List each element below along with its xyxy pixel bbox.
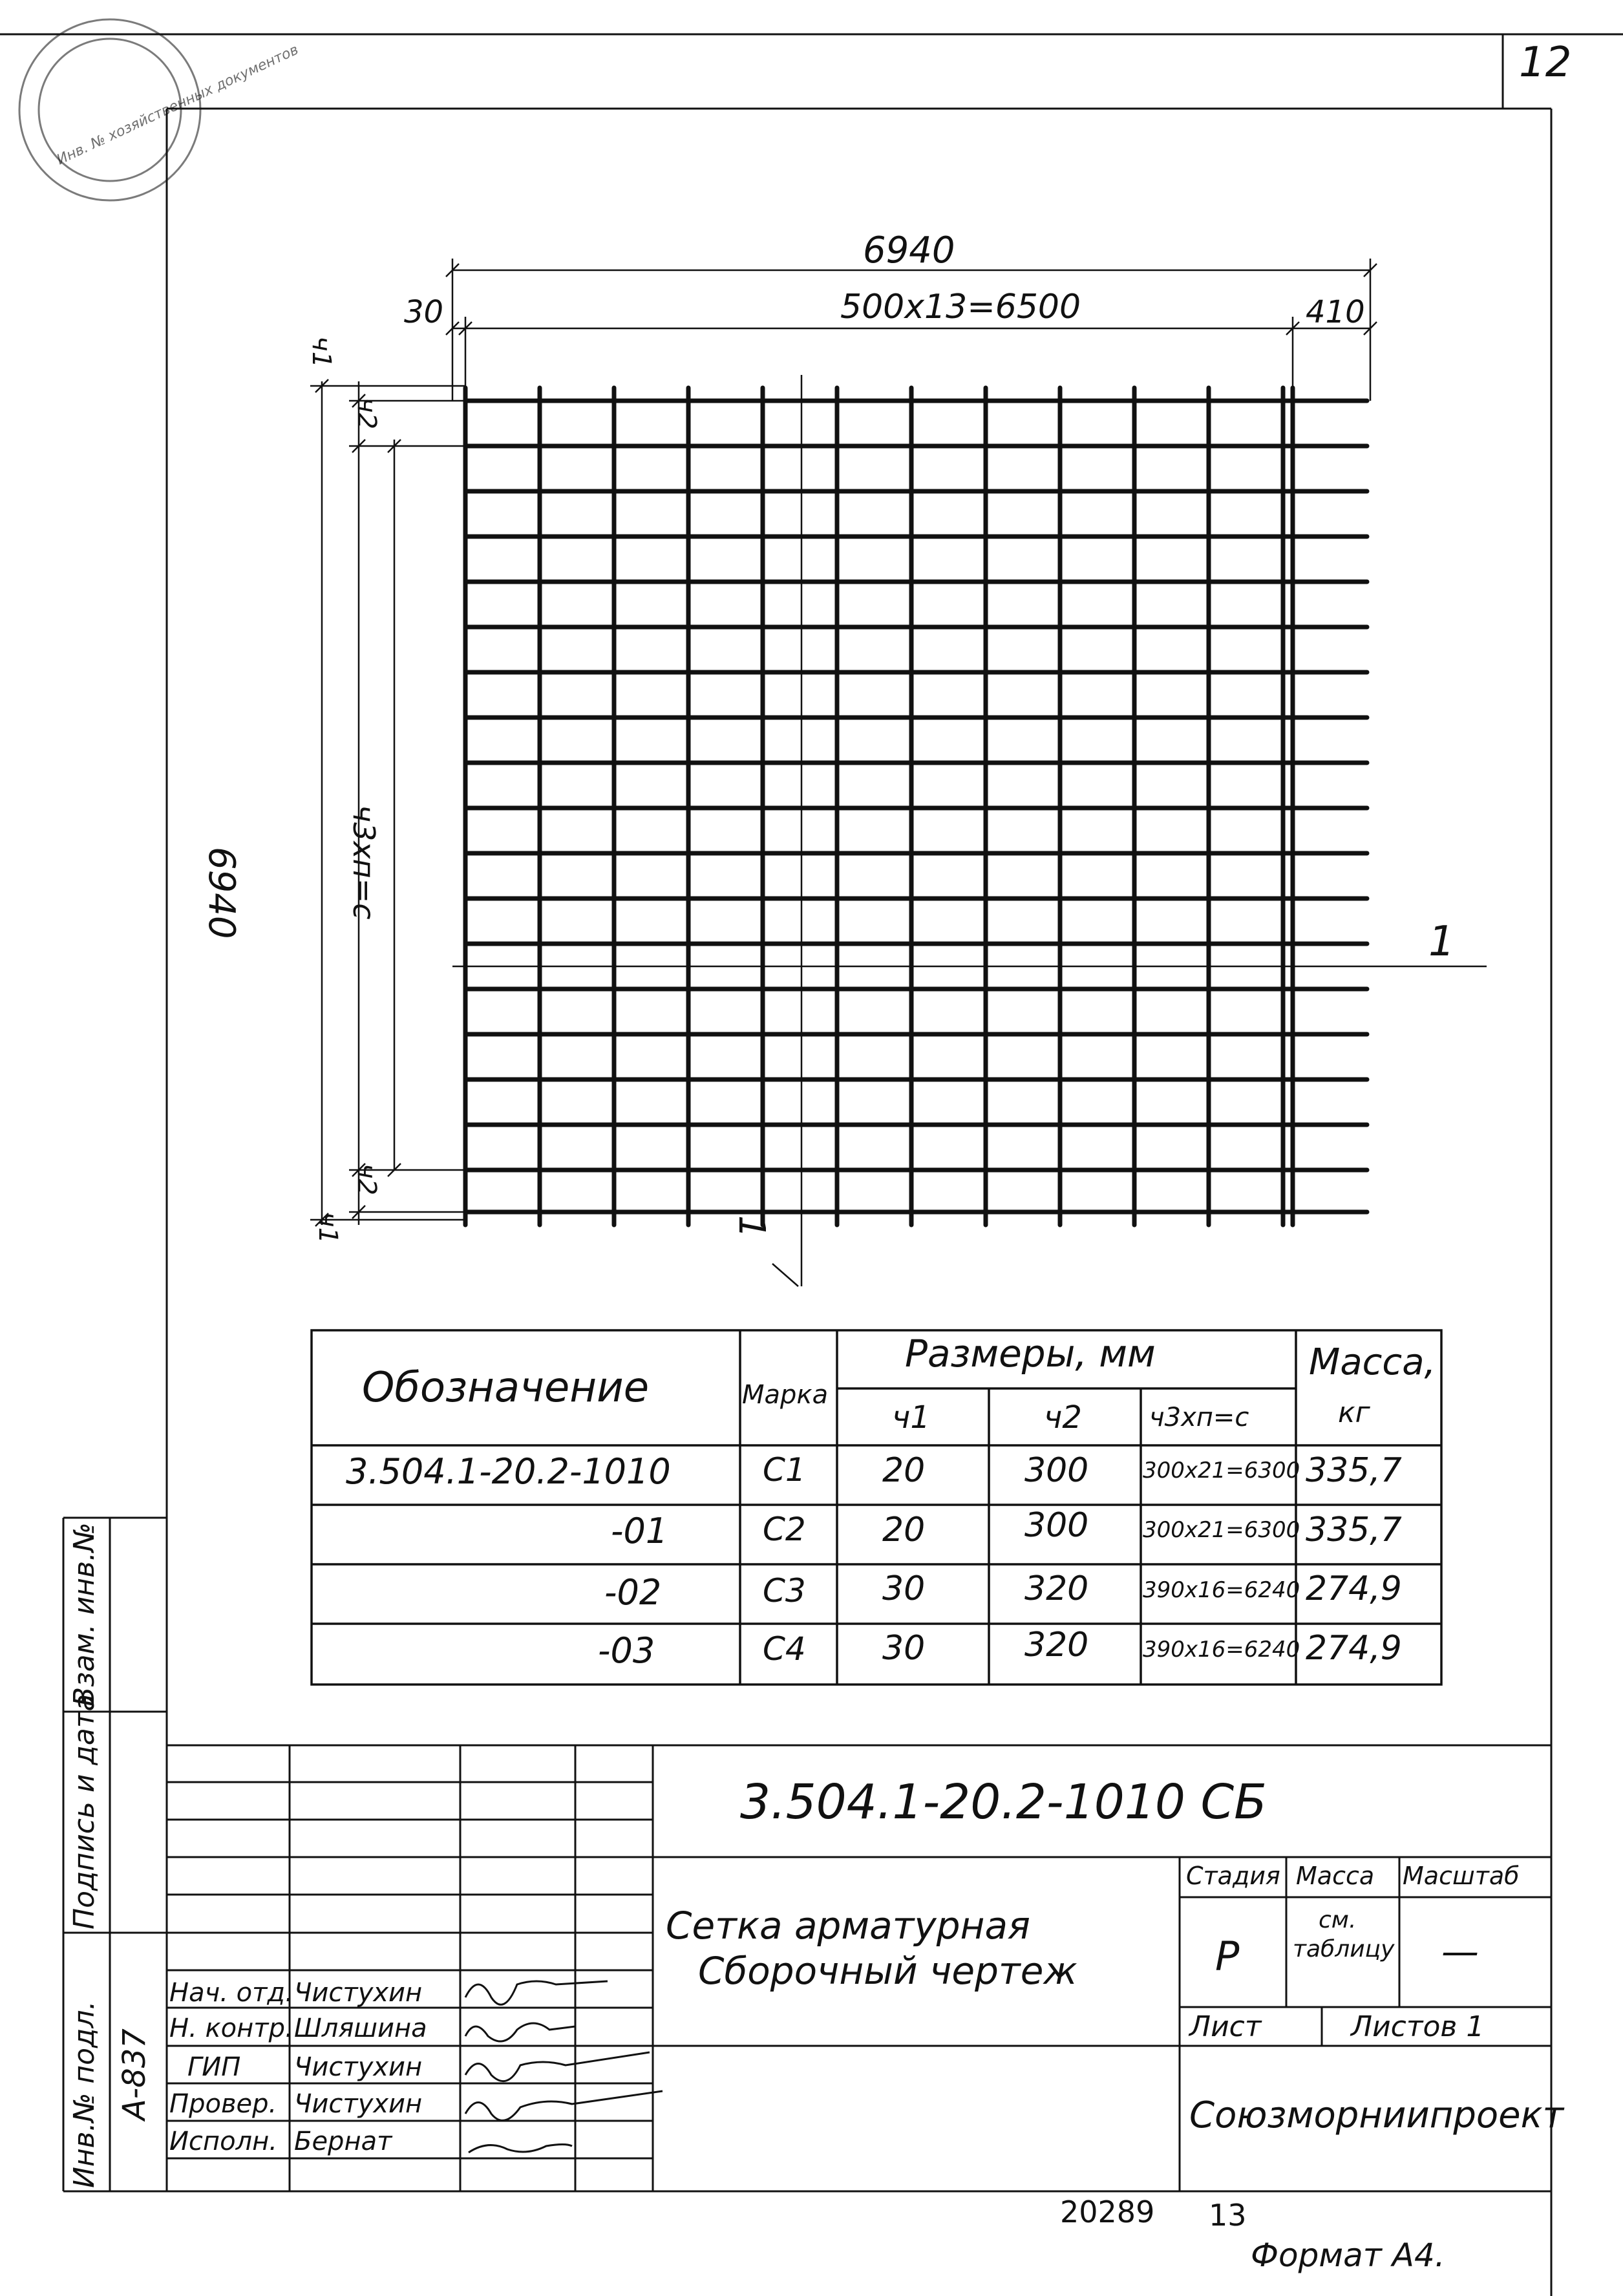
row-designation: -03: [598, 1630, 655, 1671]
row-mark: С4: [763, 1630, 806, 1668]
left-dimensions: [310, 379, 465, 1226]
row-c1: 30: [882, 1629, 926, 1668]
mass-value-1: см.: [1319, 1907, 1357, 1933]
right-offset-label: 410: [1306, 294, 1365, 330]
title-code: 3.504.1-20.2-1010 СБ: [740, 1774, 1267, 1830]
row-c3: 390x16=6240: [1143, 1577, 1300, 1603]
left-offset-label: 30: [404, 294, 444, 330]
role-name: Чистухин: [294, 2089, 423, 2119]
col-designation: Обозначение: [362, 1364, 650, 1412]
row-mark: С3: [763, 1572, 806, 1610]
footer-format: Формат А4.: [1251, 2237, 1445, 2274]
role-name: Бернат: [294, 2127, 392, 2156]
side-vzam: Взам. инв.№: [68, 1522, 101, 1706]
role-name: Чистухин: [294, 2052, 423, 2082]
row-designation: 3.504.1-20.2-1010: [346, 1451, 671, 1492]
section-bottom-label: 1: [730, 1215, 772, 1238]
organization: Союзморниипроект: [1189, 2094, 1564, 2136]
dim-c2-bottom-label: ч2: [352, 1164, 381, 1196]
mass-value-2: таблицу: [1293, 1936, 1395, 1962]
top-dimensions: [446, 259, 1377, 401]
section-lines: [452, 375, 1487, 1286]
title-name-1: Сетка арматурная: [666, 1904, 1030, 1948]
col-sizes: Размеры, мм: [905, 1332, 1156, 1376]
role-label: Исполн.: [169, 2127, 277, 2156]
footer-number: 20289: [1060, 2195, 1155, 2229]
section-right-label: 1: [1428, 918, 1455, 966]
sub-c3: ч3xп=с: [1149, 1403, 1249, 1432]
role-label: Нач. отд.: [169, 1978, 293, 2008]
scale-value: —: [1441, 1929, 1479, 1973]
row-designation: -02: [604, 1572, 662, 1613]
dim-c3-label: ч3xп=с: [346, 805, 381, 920]
row-mark: С1: [763, 1451, 806, 1489]
scale-label: Масштаб: [1403, 1862, 1520, 1890]
mesh-horizontal-bars: [465, 401, 1367, 1212]
col-mark: Марка: [742, 1380, 829, 1410]
row-c2: 300: [1024, 1506, 1089, 1545]
role-name: Чистухин: [294, 1978, 423, 2008]
row-c1: 20: [882, 1451, 926, 1490]
row-c3: 390x16=6240: [1143, 1637, 1300, 1663]
side-inv: Инв.№ подл.: [68, 2001, 101, 2188]
bar-spacing-label: 500x13=6500: [840, 288, 1081, 326]
col-mass: Масса,: [1309, 1341, 1436, 1383]
role-label: ГИП: [187, 2052, 241, 2082]
footer-copy: 13: [1209, 2198, 1247, 2233]
side-podpis: Подпись и дата: [68, 1694, 101, 1929]
row-mass: 274,9: [1306, 1569, 1402, 1608]
row-c2: 300: [1024, 1451, 1089, 1490]
role-name: Шляшина: [294, 2014, 427, 2043]
side-inv-value: А-837: [116, 2028, 153, 2120]
row-mark: С2: [763, 1511, 806, 1548]
sheets-label: Листов 1: [1351, 2010, 1485, 2043]
row-mass: 335,7: [1306, 1451, 1402, 1490]
row-designation: -01: [611, 1511, 668, 1551]
row-c2: 320: [1024, 1569, 1089, 1608]
dim-c1-bottom-label: ч1: [313, 1212, 343, 1244]
stage-label: Стадия: [1186, 1862, 1280, 1890]
sheet-label: Лист: [1189, 2010, 1262, 2043]
stamp-text: Инв. № хозяйственных документов: [54, 41, 301, 169]
row-mass: 335,7: [1306, 1511, 1402, 1549]
row-c3: 300x21=6300: [1143, 1458, 1300, 1483]
dim-c2-top-label: ч2: [352, 398, 381, 430]
row-c3: 300x21=6300: [1143, 1517, 1300, 1543]
page-number: 12: [1519, 39, 1572, 87]
overall-height-label: 6940: [200, 847, 242, 939]
role-label: Н. контр.: [169, 2014, 293, 2043]
row-c1: 30: [882, 1569, 926, 1608]
stage-value: Р: [1215, 1933, 1240, 1980]
sub-c2: ч2: [1044, 1399, 1082, 1436]
mass-label: Масса: [1296, 1862, 1375, 1890]
dim-c1-top-label: ч1: [306, 336, 336, 368]
role-label: Провер.: [169, 2089, 277, 2119]
overall-width-label: 6940: [863, 229, 955, 271]
row-c1: 20: [882, 1511, 926, 1549]
title-name-2: Сборочный чертеж: [698, 1949, 1077, 1993]
col-mass-unit: кг: [1338, 1396, 1370, 1429]
sub-c1: ч1: [892, 1399, 930, 1436]
row-mass: 274,9: [1306, 1629, 1402, 1668]
row-c2: 320: [1024, 1626, 1089, 1664]
